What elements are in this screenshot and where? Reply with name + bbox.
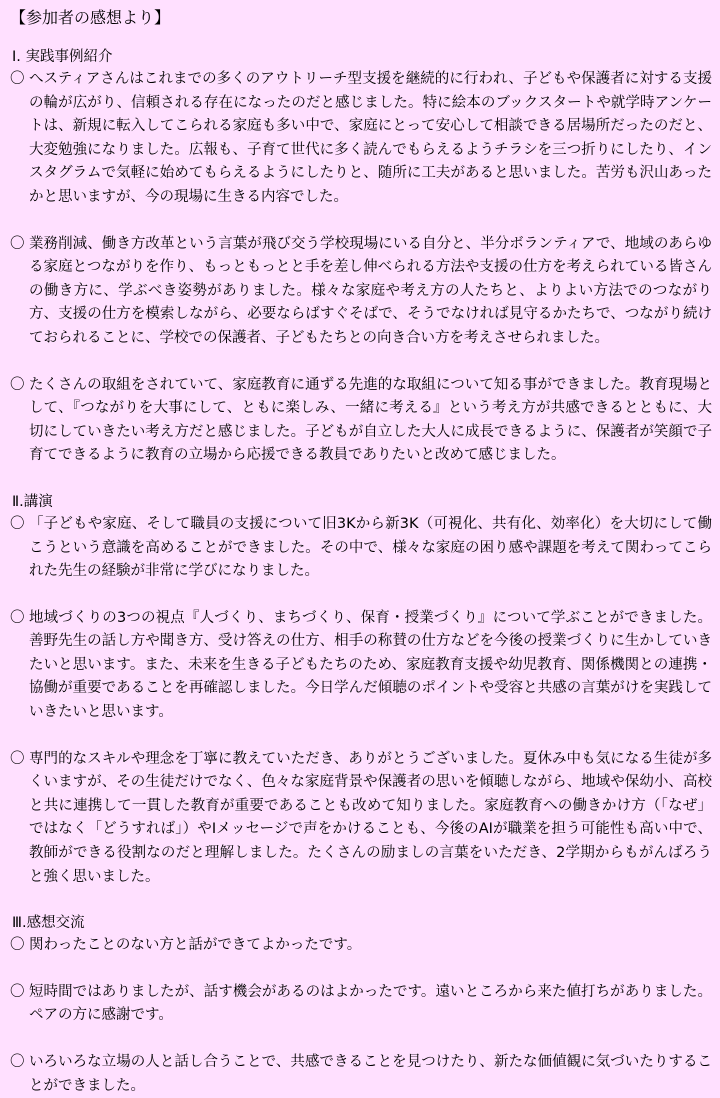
comment-text: 関わったことのない方と話ができてよかったです。 [29,937,362,954]
circle-bullet-icon: 〇 [10,235,25,252]
comment-item [10,981,712,1028]
comment-item [10,1051,712,1098]
comment-item [10,374,712,468]
circle-bullet-icon: 〇 [10,983,25,1000]
section-impression-exchange [10,912,712,1098]
comment-item [10,607,712,725]
comment-text: 業務削減、働き方改革という言葉が飛び交う学校現場にいる自分と、半分ボランティアで、地域のあらゆる家庭とつながりを作り、もっともっとと手を差し伸べられる方法や支援の仕方を考えられている皆さんの働き方に、学ぶべき姿勢がありました。様々な家庭や考え方の人たちと、よりよい方法でのつながり方、支援の仕方を模索しながら、必要ならばすぐそばで、そうでなければ見守るかたちで、つながり続けておられることに、学校での保護者、子どもたちとの向き合い方を考えさせられました。 [29,235,712,346]
circle-bullet-icon: 〇 [10,937,25,954]
section-heading: Ⅲ.感想交流 [12,915,85,932]
comment-text: へスティアさんはこれまでの多くのアウトリーチ型支援を継続的に行われ、子どもや保護者に対する支援の輪が広がり、信頼される存在になったのだと感じました。特に絵本のブックスタートや就学時アンケートは、新規に転入してこられる家庭も多い中で、家庭にとって安心して相談できる居場所だったのだと、大変勉強になりました。広報も、子育て世代に多く読んでもらえるようチラシを三つ折りにしたり、インスタグラムで気軽に始めてもらえるようにしたりと、随所に工夫があると思いました。苦労も沢山あったかと思いますが、今の現場に生きる内容でした。 [29,71,712,205]
comment-text: たくさんの取組をされていて、家庭教育に通ずる先進的な取組について知る事ができました。教育現場として、『つながりを大事にして、ともに楽しみ、一緒に考える』という考え方が共感できるとともに、大切にしていきたい考え方だと感じました。子どもが自立した大人に成長できるように、保護者が笑顔で子育てできるように教育の立場から応援できる教員でありたいと改めて感じました。 [29,376,712,464]
circle-bullet-icon: 〇 [10,1054,25,1070]
section-heading: Ⅰ. 実践事例紹介 [12,49,113,65]
section-lecture [10,491,712,889]
circle-bullet-icon: 〇 [10,750,25,767]
comment-item [10,68,712,210]
circle-bullet-icon: 〇 [10,71,25,87]
comment-text: 地域づくりの3つの視点『人づくり、まちづくり、保育・授業づくり』について学ぶことができました。善野先生の話し方や聞き方、受け答えの仕方、相手の称賛の仕方などを今後の授業づくりに生かしていきたいと思います。また、未来を生きる子どもたちのため、家庭教育支援や幼児教育、関係機関との連携・協働が重要であることを再確認しました。今日学んだ傾聴のポイントや受容と共感の言葉がけを実践していきたいと思います。 [29,609,712,721]
section-practice-examples [10,46,712,468]
comment-item [10,934,712,958]
section-heading: Ⅱ.講演 [12,493,53,510]
page-title: 【参加者の感想より】 [10,8,171,27]
comment-item [10,748,712,890]
circle-bullet-icon: 〇 [10,515,25,532]
comment-text: 短時間ではありましたが、話す機会があるのはよかったです。遠いところから来た値打ちがありました。ペアの方に感謝です。 [29,983,712,1024]
comment-text: 「子どもや家庭、そして職員の支援について旧3Kから新3K（可視化、共有化、効率化）を大切にして働こうという意識を高めることができました。その中で、様々な家庭の困り感や課題を考えて関わってこられた先生の経験が非常に学びになりました。 [29,515,712,580]
comment-item [10,513,712,584]
comment-item [10,233,712,351]
comment-text: 専門的なスキルや理念を丁寧に教えていただき、ありがとうございました。夏休み中も気になる生徒が多くいますが、その生徒だけでなく、色々な家庭背景や保護者の思いを傾聴しながら、地域や保幼小、高校と共に連携して一貫した教育が重要であることも改めて知りました。家庭教育への働きかけ方（「なぜ」ではなく「どうすれば」）やIメッセージで声をかけることも、今後のAIが職業を担う可能性も高い中で、教師ができる役割なのだと理解しました。たくさんの励ましの言葉をいただき、2学期からもがんばろうと強く思いました。 [29,750,712,885]
comment-text: いろいろな立場の人と話し合うことで、共感できることを見つけたり、新たな価値観に気づいたりすることができました。 [29,1054,712,1094]
circle-bullet-icon: 〇 [10,609,25,626]
circle-bullet-icon: 〇 [10,376,25,393]
